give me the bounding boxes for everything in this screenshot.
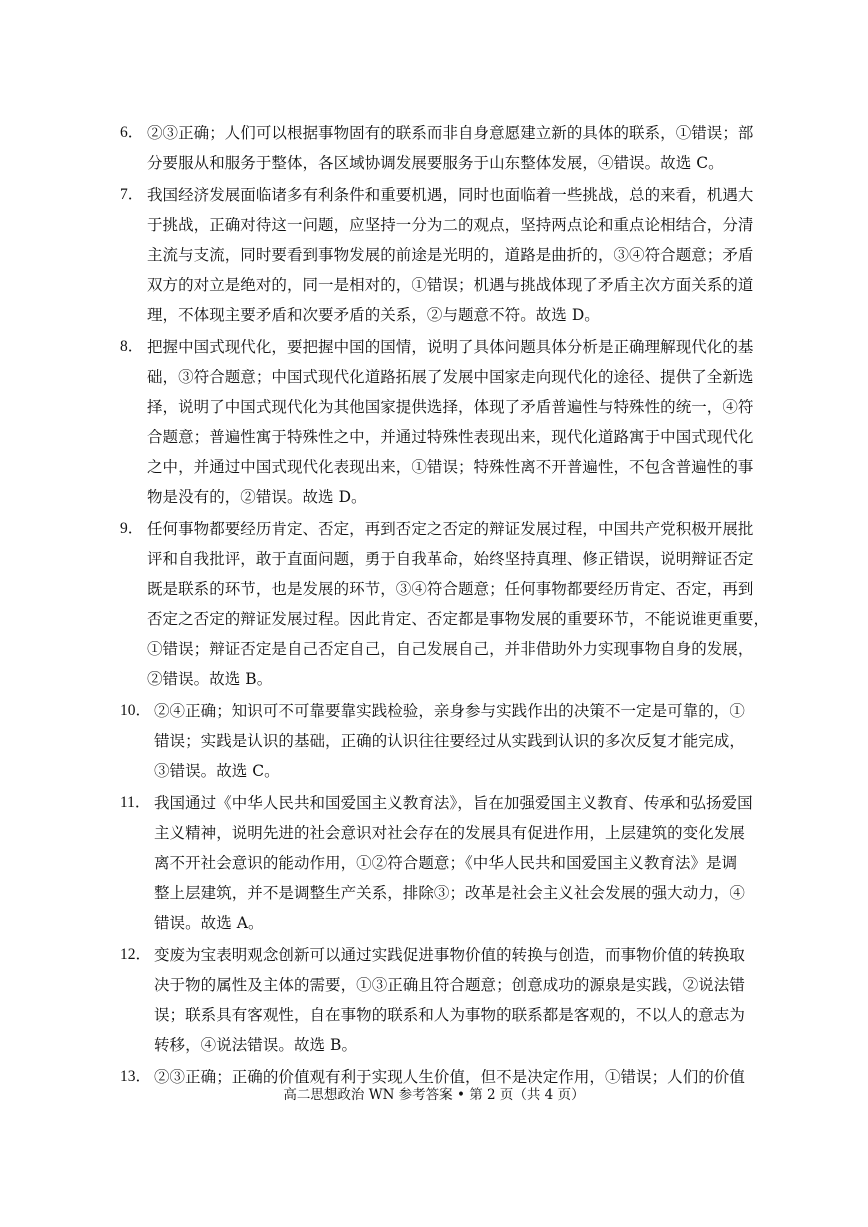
answer-explanation: [154, 940, 760, 1060]
answer-number: 10．: [120, 702, 152, 719]
explanation-line: 主义精神，说明先进的社会意识对社会存在的发展具有促进作用，上层建筑的变化发展: [154, 824, 745, 842]
answer-explanation: [147, 180, 760, 330]
explanation-line: 双方的对立是绝对的，同一是相对的，①错误；机遇与挑战体现了矛盾主次方面关系的道: [147, 276, 754, 294]
answer-item: [120, 788, 760, 938]
answer-item: [120, 940, 760, 1060]
answer-item: [120, 696, 760, 786]
explanation-line: ③错误。故选 C。: [154, 762, 280, 780]
explanation-line: 物是没有的，②错误。故选 D。: [147, 488, 367, 506]
answer-list: [120, 118, 770, 1094]
explanation-line: ①错误；辩证否定是自己否定自己，自己发展自己，并非借助外力实现事物自身的发展，: [147, 640, 754, 658]
answer-number: 12．: [120, 946, 152, 963]
explanation-line: 否定之否定的辩证发展过程。因此肯定、否定都是事物发展的重要环节，不能说谁更重要，: [147, 610, 770, 628]
explanation-line: 之中，并通过中国式现代化表现出来，①错误；特殊性离不开普遍性，不包含普遍性的事: [147, 458, 754, 476]
explanation-line: 分要服从和服务于整体，各区域协调发展要服务于山东整体发展，④错误。故选 C。: [147, 154, 724, 172]
explanation-line: 我国经济发展面临诸多有利条件和重要机遇，同时也面临着一些挑战，总的来看，机遇大: [147, 186, 754, 204]
explanation-line: 错误。故选 A。: [154, 914, 264, 932]
explanation-line: 既是联系的环节，也是发展的环节，③④符合题意；任何事物都要经历肯定、否定，再到: [147, 580, 754, 598]
explanation-line: 把握中国式现代化，要把握中国的国情，说明了具体问题具体分析是正确理解现代化的基: [147, 338, 754, 356]
answer-number: 7．: [120, 186, 144, 203]
explanation-line: 合题意；普遍性寓于特殊性之中，并通过特殊性表现出来，现代化道路寓于中国式现代化: [147, 428, 754, 446]
explanation-line: 错误；实践是认识的基础，正确的认识往往要经过从实践到认识的多次反复才能完成，: [154, 732, 745, 750]
explanation-line: ②错误。故选 B。: [147, 670, 273, 688]
explanation-line: 评和自我批评，敢于直面问题，勇于自我革命，始终坚持真理、修正错误，说明辩证否定: [147, 550, 754, 568]
page-footer: 高二思想政治 WN 参考答案 • 第 2 页（共 4 页）: [283, 1087, 585, 1103]
explanation-line: 主流与支流，同时要看到事物发展的前途是光明的，道路是曲折的，③④符合题意；矛盾: [147, 246, 754, 264]
answer-explanation: [147, 514, 769, 694]
answer-number: 13．: [120, 1068, 152, 1085]
explanation-line: 离不开社会意识的能动作用，①②符合题意；《中华人民共和国爱国主义教育法》是调: [154, 854, 738, 872]
answer-item: [120, 118, 760, 178]
explanation-line: 任何事物都要经历肯定、否定，再到否定之否定的辩证发展过程，中国共产党积极开展批: [147, 520, 754, 538]
explanation-line: 择，说明了中国式现代化为其他国家提供选择，体现了矛盾普遍性与特殊性的统一，④符: [147, 398, 754, 416]
answer-item: [120, 180, 760, 330]
answer-number: 9．: [120, 520, 144, 537]
answer-explanation: [154, 788, 760, 938]
explanation-line: 整上层建筑，并不是调整生产关系，排除③；改革是社会主义社会发展的强大动力，④: [154, 884, 745, 902]
explanation-line: ②③正确；正确的价值观有利于实现人生价值，但不是决定作用，①错误；人们的价值: [154, 1068, 745, 1086]
answer-explanation: [147, 118, 760, 178]
explanation-line: ②③正确；人们可以根据事物固有的联系而非自身意愿建立新的具体的联系，①错误；部: [147, 124, 754, 142]
explanation-line: 础，③符合题意；中国式现代化道路拓展了发展中国家走向现代化的途径、提供了全新选: [147, 368, 754, 386]
answer-number: 6．: [120, 124, 144, 141]
explanation-line: 决于物的属性及主体的需要，①③正确且符合题意；创意成功的源泉是实践，②说法错: [154, 976, 745, 994]
explanation-line: 误；联系具有客观性，自在事物的联系和人为事物的联系都是客观的，不以人的意志为: [154, 1006, 745, 1024]
explanation-line: 变废为宝表明观念创新可以通过实践促进事物价值的转换与创造，而事物价值的转换取: [154, 946, 745, 964]
answer-number: 11．: [120, 794, 151, 811]
answer-explanation: [154, 696, 760, 786]
answer-number: 8．: [120, 338, 144, 355]
explanation-line: ②④正确；知识可不可靠要靠实践检验，亲身参与实践作出的决策不一定是可靠的，①: [154, 702, 745, 720]
answer-item: [120, 514, 770, 694]
answer-explanation: [147, 332, 760, 512]
answer-item: [120, 332, 760, 512]
explanation-line: 转移，④说法错误。故选 B。: [154, 1036, 358, 1054]
explanation-line: 我国通过《中华人民共和国爱国主义教育法》，旨在加强爱国主义教育、传承和弘扬爱国: [154, 794, 753, 812]
explanation-line: 于挑战，正确对待这一问题，应坚持一分为二的观点，坚持两点论和重点论相结合，分清: [147, 216, 754, 234]
explanation-line: 理，不体现主要矛盾和次要矛盾的关系，②与题意不符。故选 D。: [147, 306, 600, 324]
